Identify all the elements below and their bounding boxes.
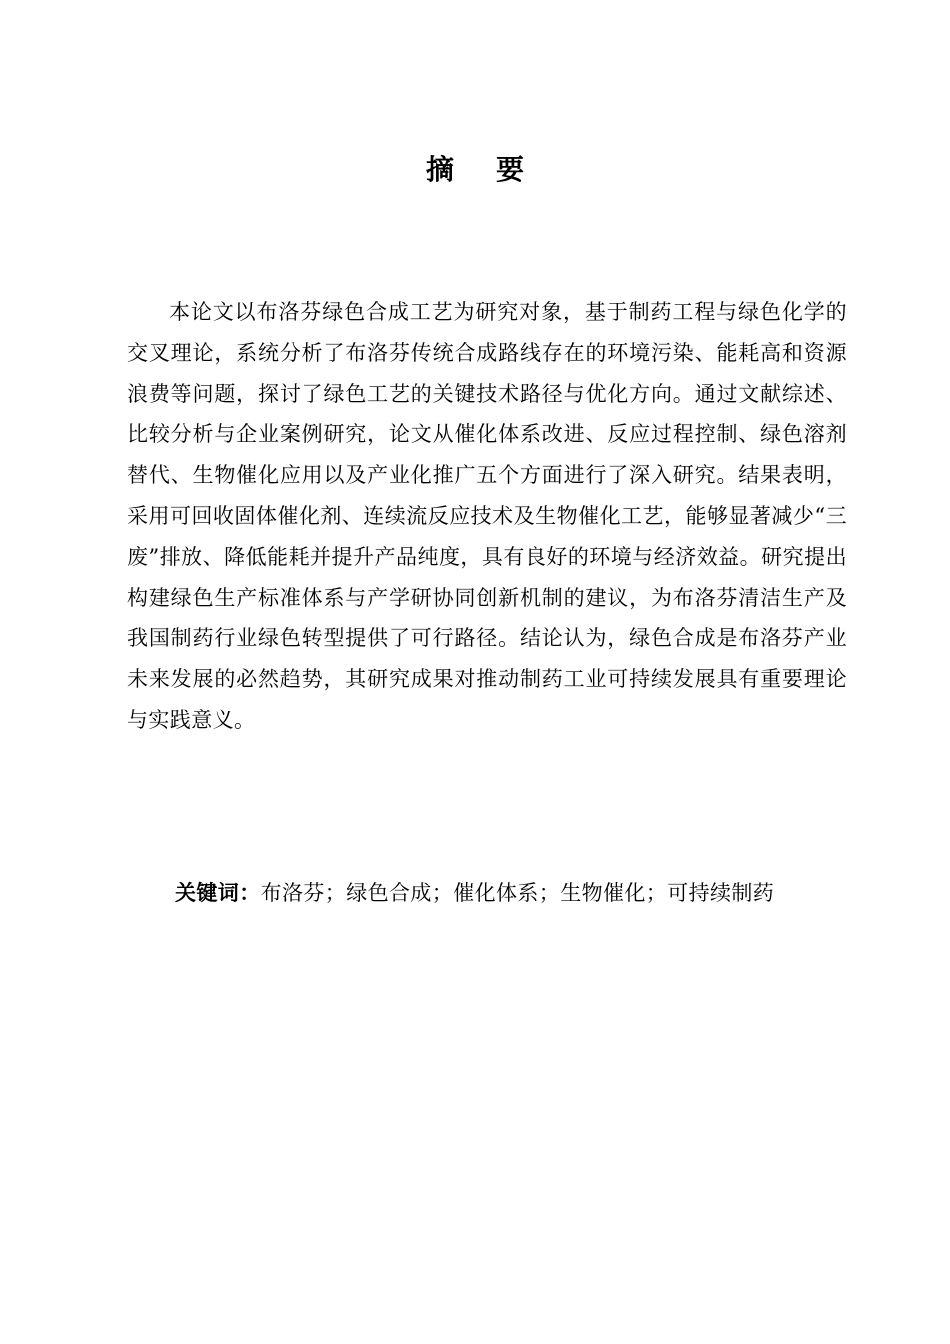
keywords-list: 布洛芬；绿色合成；催化体系；生物催化；可持续制药 bbox=[260, 881, 775, 905]
title-char-2: 要 bbox=[496, 153, 525, 186]
abstract-paragraph: 本论文以布洛芬绿色合成工艺为研究对象，基于制药工程与绿色化学的交叉理论，系统分析了布洛芬传统合成路线存在的环境污染、能耗高和资源浪费等问题，探讨了绿色工艺的关键技术路径与优化方向。通过文献综述、比较分析与企业案例研究，论文从催化体系改进、反应过程控制、绿色溶剂替代、生物催化应用以及产业化推广五个方面进行了深入研究。结果表明，采用可回收固体催化剂、连续流反应技术及生物催化工艺，能够显著减少“三废”排放、降低能耗并提升产品纯度，具有良好的环境与经济效益。研究提出构建绿色生产标准体系与产学研协同创新机制的建议，为布洛芬清洁生产及我国制药行业绿色转型提供了可行路径。结论认为，绿色合成是布洛芬产业未来发展的必然趋势，其研究成果对推动制药工业可持续发展具有重要理论与实践意义。 bbox=[127, 300, 847, 732]
page-title bbox=[0, 150, 950, 190]
keywords-line bbox=[175, 873, 855, 913]
title-char-1: 摘 bbox=[425, 153, 454, 186]
keywords-label: 关键词： bbox=[175, 881, 261, 905]
